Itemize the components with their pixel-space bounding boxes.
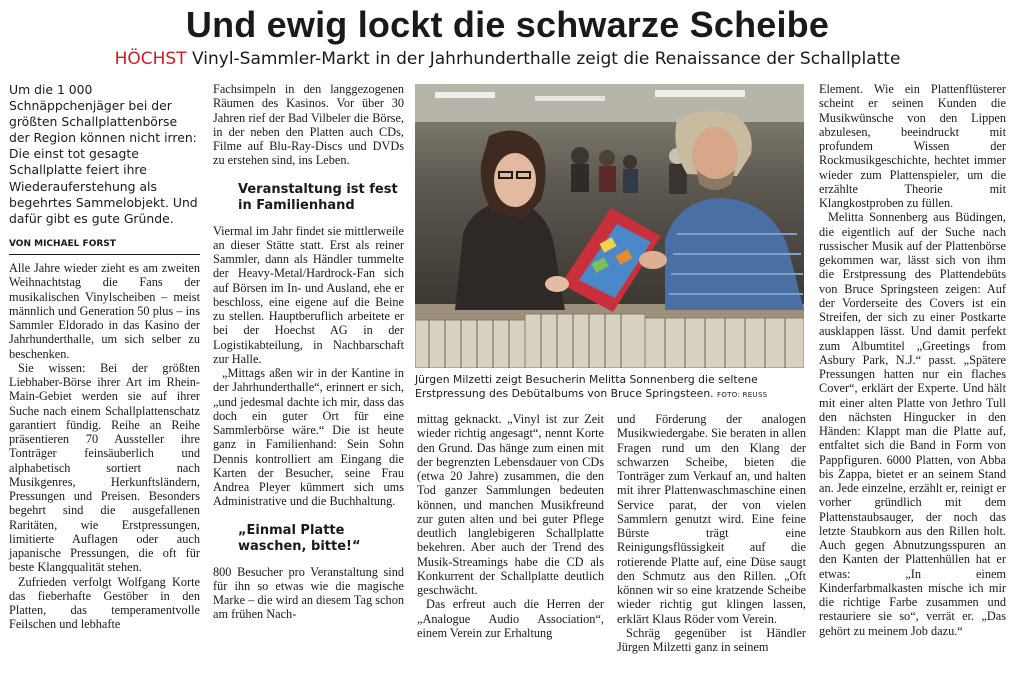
- byline: VON MICHAEL FORST: [9, 237, 200, 255]
- paragraph: Sie wissen: Bei der größten Liebhaber-Börse ihrer Art im Rhein-Main-Gebiet werden sie auf ihrer Suche nach einem Schallplattenschatz garantiert fündig. Reihe an Reihe präsentieren 70 Aussteller ihre Tonträger feinsäuberlich und alphabetisch sortiert nach Musikgenres, Herkunftsländern, Pressungen und Preisen. Besonders begehrt sind die ausgefallenen Raritäten, wie Erstpressungen, limitierte Auflagen oder auch japanische Pressungen, die oft für beste Klangqualität stehen.: [9, 360, 200, 575]
- paragraph: Zufrieden verfolgt Wolfgang Korte das fieberhafte Gestöber in den Platten, das temperamentvolle Feilschen und lebhafte: [9, 574, 200, 632]
- paragraph: Viermal im Jahr findet sie mittlerweile an dieser Stätte statt. Erst als reiner Sammler, dann als Händler tummelte der Heavy-Metal/Hardrock-Fan sich auf Börsen im In- und Ausland, ehe er beschloss, eine eigene auf die Beine zu stellen. Hauptberuflich arbeitete er bei der Hoechst AG in der Logistikabteilung, in Nachbarschaft zur Halle.: [213, 223, 404, 366]
- paragraph: 800 Besucher pro Veranstaltung sind für ihn so etwas wie die magische Marke – die wird an diesem Tag schon am frühen Nach-: [213, 564, 404, 622]
- photo-record-fair: [415, 84, 804, 368]
- caption-text: Jürgen Milzetti zeigt Besucherin Melitta Sonnenberg die seltene Erstpressung des Debütalbums von Bruce Springsteen.: [415, 373, 758, 400]
- teaser: Um die 1 000 Schnäppchenjäger bei der größten Schallplattenbörse der Region können nicht irren: Die einst tot gesagte Schallplatte feiert ihre Wiederauferstehung als begehrtes Sammelobjekt. Und dafür gibt es gute Gründe.: [9, 82, 198, 226]
- paragraph: Fachsimpeln in den langgezogenen Räumen des Kasinos. Vor über 30 Jahren rief der Bad Vilbeler die Börse, in der neben den Platten auch CDs, Filme auf Blu-Ray-Discs und DVDs zu erstehen sind, ins Leben.: [213, 82, 404, 168]
- paragraph: Alle Jahre wieder zieht es am zweiten Weihnachtstag die Fans der musikalischen Vinylscheiben – meist männlich und Generation 50 plus – ins Sammler Eldorado in das Kasino der Jahrhunderthalle, um sich selber zu beschenken.: [9, 261, 200, 361]
- paragraph: „Mittags aßen wir in der Kantine in der Jahrhunderthalle“, erinnert er sich, „und jedesmal dachte ich mir, dass das doch ein guter Ort für eine Sammlerbörse wäre.“ Die ist heute ganz in Familienhand: Sein Sohn Dennis kontrolliert am Eingang die Karten der Besucher, seine Frau Andrea Pleyer kümmert sich ums Administrative und die Buchhaltung.: [213, 366, 404, 509]
- article-photo: [415, 84, 804, 368]
- subheading: „Einmal Platte waschen, bitte!“: [238, 522, 361, 554]
- photo-credit: FOTO: REUSS: [717, 391, 768, 399]
- subline: [0, 49, 1015, 69]
- column-3: [417, 412, 604, 640]
- photo-caption: [415, 373, 806, 402]
- paragraph: Das erfreut auch die Herren der „Analogue Audio Association“, einem Verein zur Erhaltung: [417, 597, 604, 640]
- column-1: [9, 82, 200, 632]
- kicker: HÖCHST: [114, 49, 187, 69]
- paragraph: Element. Wie ein Plattenflüsterer scheint er seinen Kunden die Musikwünsche von den Lippen abzulesen, beeindruckt mit profundem Wissen der Rockmusikgeschichte, hechtet immer wieder zum Plattenspieler, um die erzählte Theorie mit Klangkostproben zu füllen.: [819, 82, 1006, 210]
- subline-text: Vinyl-Sammler-Markt in der Jahrhunderthalle zeigt die Renaissance der Schallplatte: [192, 49, 901, 69]
- paragraph: mittag geknackt. „Vinyl ist zur Zeit wieder richtig angesagt“, nennt Korte den Grund. Das hänge zum einen mit der begrenzten Lebensdauer von CDs (etwa 20 Jahre) zusammen, die den Tod ganzer Sammlungen bedeuten können, und manchen Musikfreund zur guten alten und bei guter Pflege deutlich langlebigeren Schallplatte bekehren. Aber auch der Trend des Musik-Streamings habe die CD als Konkurrent der Schallplatte deutlich geschwächt.: [417, 412, 604, 597]
- paragraph: Schräg gegenüber ist Händler Jürgen Milzetti ganz in seinem: [617, 625, 806, 654]
- column-2: [213, 82, 404, 622]
- column-5: [819, 82, 1006, 638]
- headline: Und ewig lockt die schwarze Scheibe: [185, 4, 830, 45]
- column-4: [617, 412, 806, 654]
- paragraph: und Förderung der analogen Musikwiedergabe. Sie beraten in allen Fragen rund um den Klang der schwarzen Scheibe, bieten die Tonträger zum Verkauf an, und halten mit ihrer Plattenwaschmaschine einen Service parat, der von vielen Sammlern genutzt wird. Eine feine Bürste trägt eine Reinigungsflüssigkeit auf die rotierende Platte auf, eine Düse saugt den Schmutz aus den Rillen. „Oft können wir so eine kratzende Scheibe wieder richtig gut klingen lassen, erklärt Klaus Röder vom Verein.: [617, 412, 806, 626]
- paragraph: Melitta Sonnenberg aus Büdingen, die eigentlich auf der Suche nach russischer Musik auf der Plattenbörse gekommen war, lässt sich von ihm die Erstpressung des Plattendebüts von Bruce Springsteen zeigen: Auf der Vorderseite des Covers ist ein Streifen, der sich zu einer Postkarte ausklappen lässt. Und damit perfekt zum Albumtitel „Greetings from Asbury Park, N.J.“ passt. „Spätere Pressungen hatten nur ein flaches Cover“, erklärt der Experte. Und hält mit einer alten Platte von Jethro Tull den nächsten Hingucker in den Händen: Klappt man die Platte auf, entfaltet sich die Band in Form von Pappfiguren. 6000 Platten, von Abba bis Zappa, bietet er an seinem Stand an. Jede einzelne, erzählt er, reinigt er vorher gründlich mit dem Plattenstaubsauger, der noch das letzte Staubkorn aus den Rillen holt. Auch gegen Abnutzungsspuren an den Kanten der Plattenhüllen hat er etwas: „In einem Kinderfarbmalkasten mische ich mir die richtige Farbe zusammen und restauriere sie so“, verrät er. „Das gehört zu meinem Job dazu.“: [819, 210, 1006, 638]
- subheading: Veranstaltung ist fest in Familienhand: [238, 181, 398, 213]
